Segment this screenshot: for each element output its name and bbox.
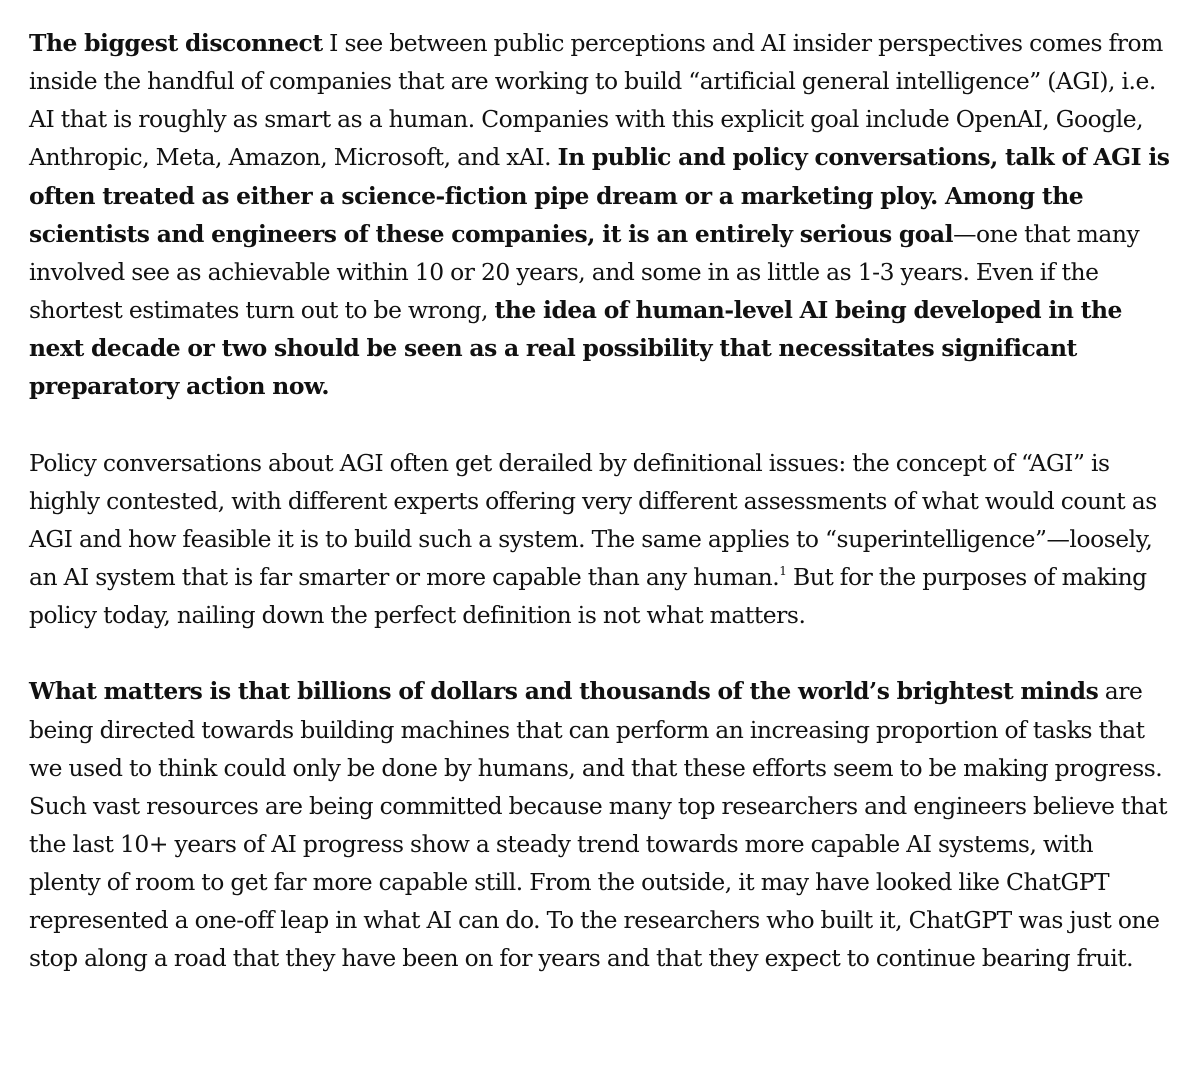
bold-phrase: In public and policy conversations, talk of AGI is often treated as either a science-fiction pipe dream or a marketing ploy. Among the scientists and engineers of these companies, it is an entirely serious goal xyxy=(29,143,1170,248)
paragraph-definitional-issues xyxy=(29,444,1170,635)
footnote-marker[interactable]: 1 xyxy=(779,564,787,579)
text-run: But for the purposes of making policy today, nailing down the perfect definition is not what matters. xyxy=(29,563,1147,630)
text-run: —one that many involved see as achievable within 10 or 20 years, and some in as little as 1-3 years. Even if the shortest estimates turn out to be wrong, xyxy=(29,219,1140,325)
bold-phrase: The biggest disconnect xyxy=(29,29,323,57)
paragraph-agi-disconnect xyxy=(29,24,1170,406)
bold-phrase: the idea of human-level AI being developed in the next decade or two should be seen as a real possibility that necessitates significant preparatory action now. xyxy=(29,296,1122,401)
text-run: Policy conversations about AGI often get derailed by definitional issues: the concept of “AGI” is highly contested, with different experts offering very different assessments of what would count as AGI and how feasible it is to build such a system. The same applies to “superintelligence”—loosely, an AI system that is far smarter or more capable than any human. xyxy=(29,448,1157,592)
bold-phrase: What matters is that billions of dollars and thousands of the world’s brightest minds xyxy=(29,677,1099,706)
text-run: I see between public perceptions and AI insider perspectives comes from inside the handful of companies that are working to build “artificial general intelligence” (AGI), i.e. AI that is roughly as smart as a human. Companies with this explicit goal include OpenAI, Google, Anthropic, Meta, Amazon, Microsoft, and xAI. xyxy=(29,29,1163,172)
text-run: are being directed towards building machines that can perform an increasing proportion of tasks that we used to think could only be done by humans, and that these efforts seem to be making progress. Such vast resources are being committed because many top researchers and engineers believe that the last 10+ years of AI progress show a steady trend towards more capable AI systems, with plenty of room to get far more capable still. From the outside, it may have looked like ChatGPT represented a one-off leap in what AI can do. To the researchers who built it, ChatGPT was just one stop along a road that they have been on for years and that they expect to continue bearing fruit. xyxy=(29,677,1168,973)
paragraph-what-matters xyxy=(29,672,1170,977)
